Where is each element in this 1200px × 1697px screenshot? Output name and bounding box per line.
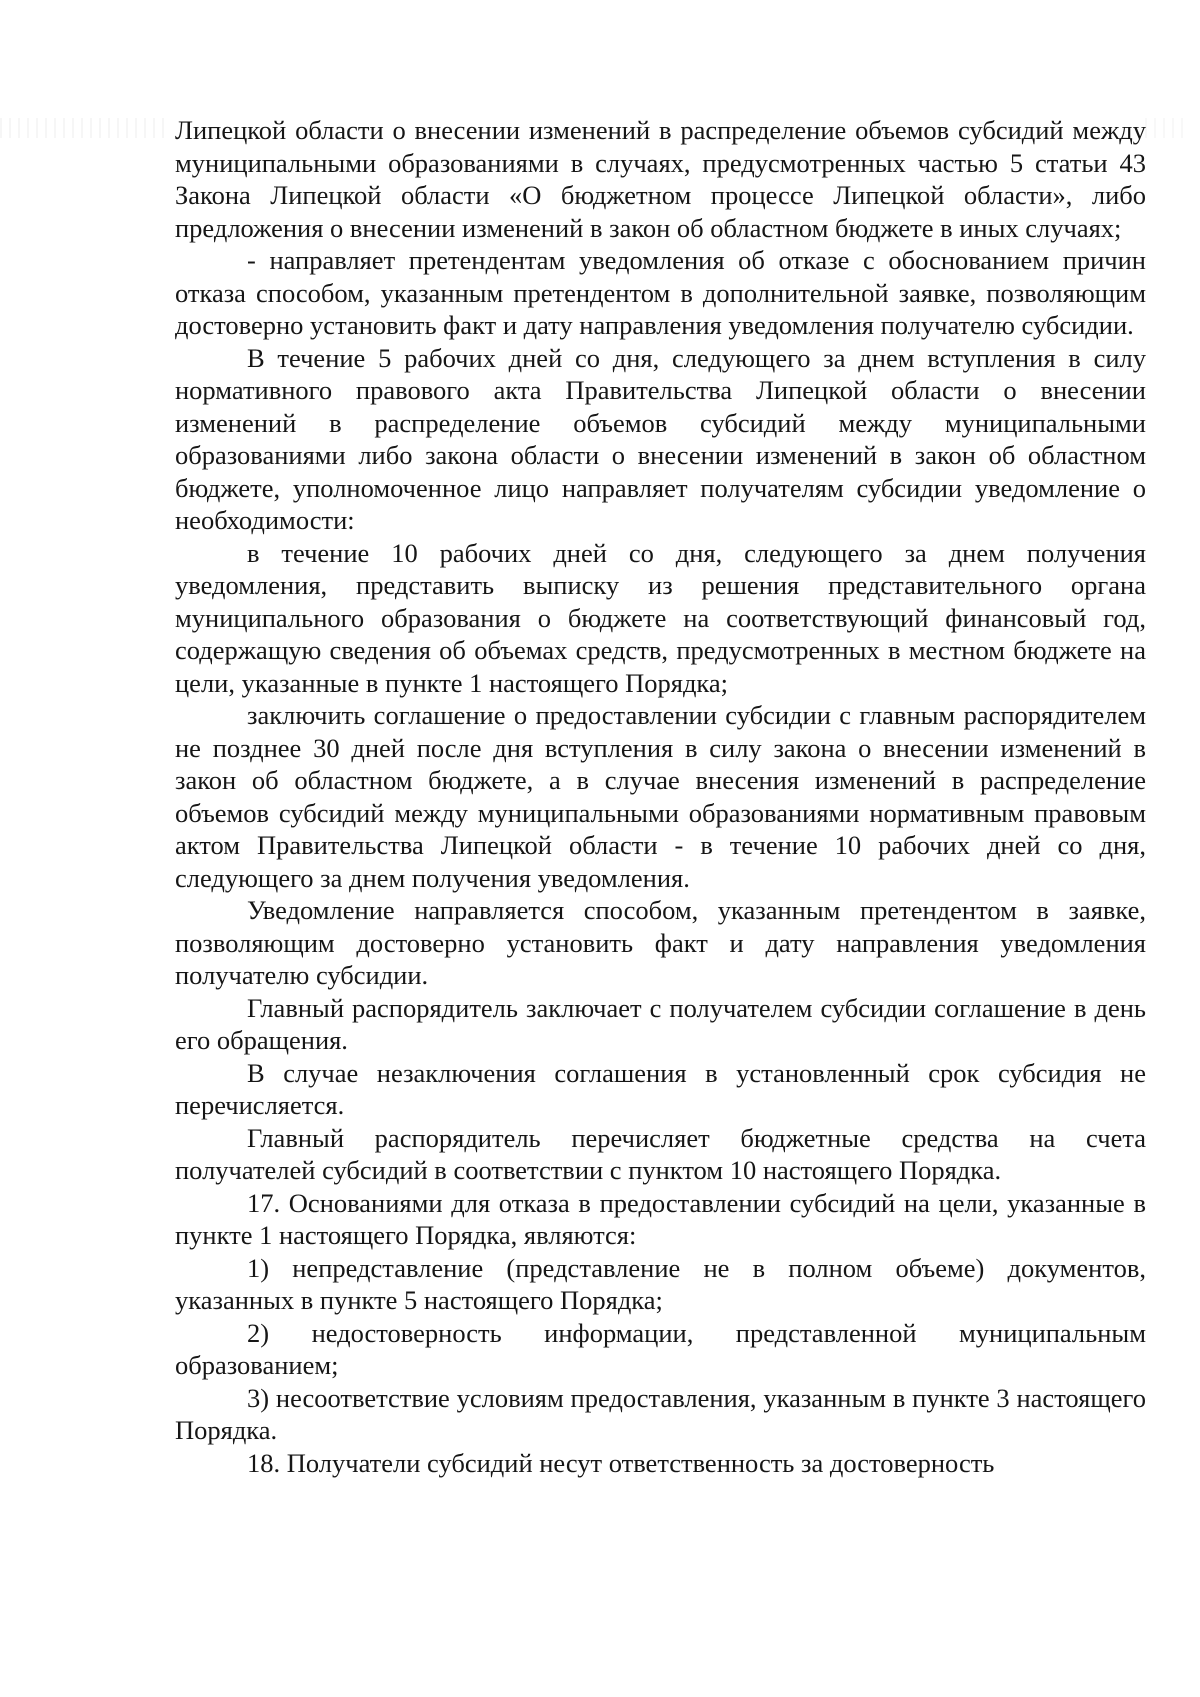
paragraph: В случае незаключения соглашения в установленный срок субсидия не перечисляется. bbox=[175, 1057, 1146, 1120]
paragraph: в течение 10 рабочих дней со дня, следующего за днем получения уведомления, представить выписку из решения представительного органа муниципального образования о бюджете на соответствующий финансовый год, содержащую сведения об объемах средств, предусмотренных в местном бюджете на цели, указанные в пункте 1 настоящего Порядка; bbox=[175, 537, 1146, 698]
paragraph: Уведомление направляется способом, указанным претендентом в заявке, позволяющим достоверно установить факт и дату направления уведомления получателю субсидии. bbox=[175, 895, 1146, 990]
paragraph: 3) несоответствие условиям предоставления, указанным в пункте 3 настоящего Порядка. bbox=[175, 1382, 1146, 1445]
paragraph: - направляет претендентам уведомления об отказе с обоснованием причин отказа способом, указанным претендентом в дополнительной заявке, позволяющим достоверно установить факт и дату направления уведомления получателю субсидии. bbox=[175, 245, 1146, 340]
paragraph: 18. Получатели субсидий несут ответственность за достоверность bbox=[247, 1447, 995, 1478]
document-body bbox=[175, 114, 1146, 1479]
paragraph: 17. Основаниями для отказа в предоставлении субсидий на цели, указанные в пункте 1 настоящего Порядка, являются: bbox=[175, 1187, 1146, 1250]
scan-artifact bbox=[0, 118, 170, 138]
scan-artifact bbox=[1145, 118, 1185, 138]
paragraph: заключить соглашение о предоставлении субсидии с главным распорядителем не позднее 30 дней после дня вступления в силу закона о внесении изменений в закон об областном бюджете, а в случае внесения изменений в распределение объемов субсидий между муниципальными образованиями нормативным правовым актом Правительства Липецкой области - в течение 10 рабочих дней со дня, следующего за днем получения уведомления. bbox=[175, 700, 1146, 893]
paragraph: 2) недостоверность информации, представленной муниципальным образованием; bbox=[175, 1317, 1146, 1380]
paragraph: Главный распорядитель перечисляет бюджетные средства на счета получателей субсидий в соответствии с пунктом 10 настоящего Порядка. bbox=[175, 1122, 1146, 1185]
paragraph: Липецкой области о внесении изменений в распределение объемов субсидий между муниципальными образованиями в случаях, предусмотренных частью 5 статьи 43 Закона Липецкой области «О бюджетном процессе Липецкой области», либо предложения о внесении изменений в закон об областном бюджете в иных случаях; bbox=[175, 115, 1146, 243]
paragraph: В течение 5 рабочих дней со дня, следующего за днем вступления в силу нормативного правового акта Правительства Липецкой области о внесении изменений в распределение объемов субсидий между муниципальными образованиями либо закона области о внесении изменений в закон об областном бюджете, уполномоченное лицо направляет получателям субсидии уведомление о необходимости: bbox=[175, 342, 1146, 535]
paragraph: 1) непредставление (представление не в полном объеме) документов, указанных в пункте 5 настоящего Порядка; bbox=[175, 1252, 1146, 1315]
paragraph: Главный распорядитель заключает с получателем субсидии соглашение в день его обращения. bbox=[175, 992, 1146, 1055]
